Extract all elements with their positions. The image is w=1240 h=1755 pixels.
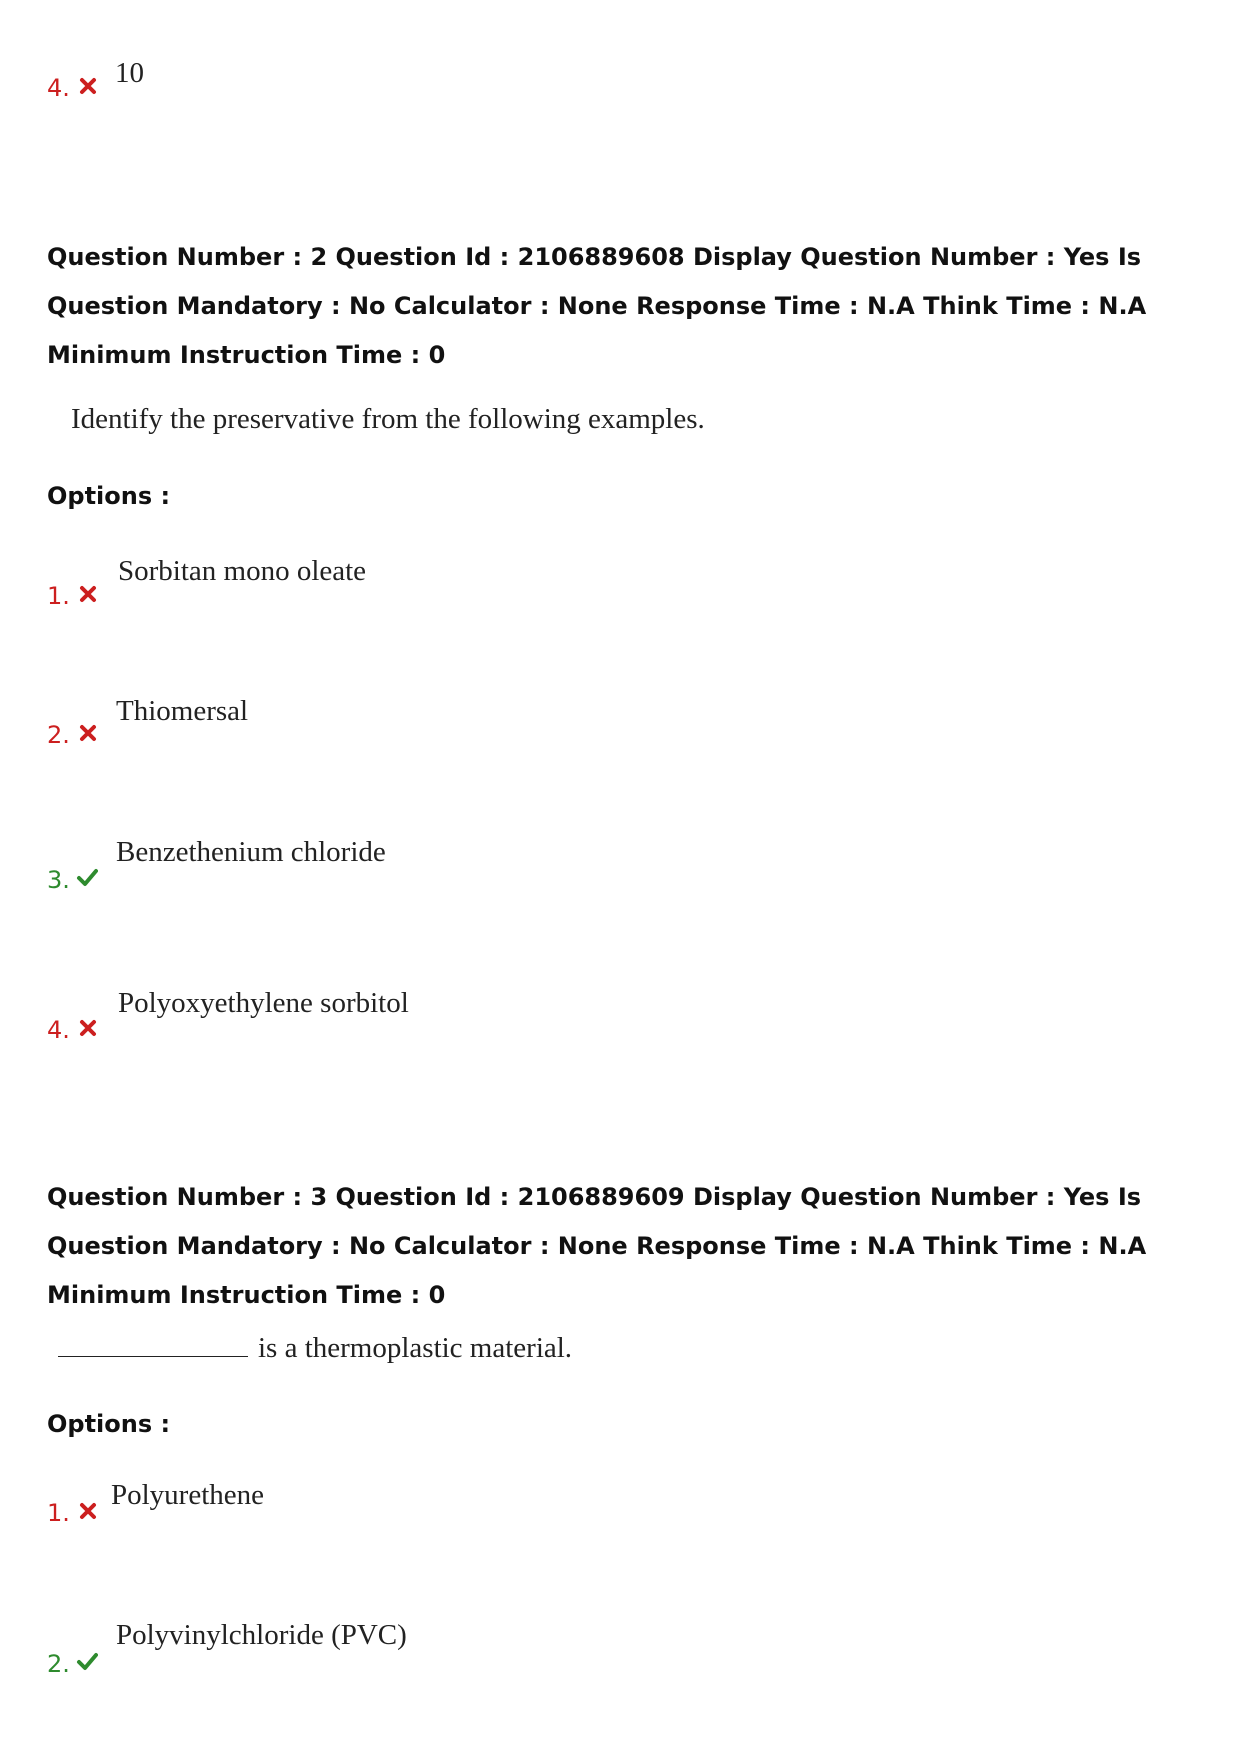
q2-option-3-text: Benzethenium chloride bbox=[116, 836, 386, 868]
fill-in-blank bbox=[58, 1334, 248, 1357]
question-3-text: is a thermoplastic material. bbox=[258, 1332, 573, 1364]
q2-option-2-text: Thiomersal bbox=[116, 695, 249, 727]
q2-option-1-text: Sorbitan mono oleate bbox=[118, 555, 367, 587]
q3-option-2-text: Polyvinylchloride (PVC) bbox=[116, 1619, 407, 1651]
q2-option-3-number: 3. bbox=[47, 866, 70, 894]
prev-option-4-number: 4. bbox=[47, 74, 70, 102]
q2-option-2-number: 2. bbox=[47, 721, 70, 749]
question-3-meta: Question Number : 3 Question Id : 2106889609 Display Question Number : Yes Is Question Mandatory : No Calculator : None Response Time : N.A Think Time : N.A Minimum Instruction Time : 0 bbox=[47, 1183, 1147, 1309]
question-2-options-label: Options : bbox=[47, 482, 171, 510]
question-3-line bbox=[58, 1332, 572, 1365]
q3-option-1-text: Polyurethene bbox=[111, 1479, 265, 1511]
question-3-options-label: Options : bbox=[47, 1410, 171, 1438]
cross-icon bbox=[77, 75, 99, 97]
q2-option-4-number: 4. bbox=[47, 1016, 70, 1044]
question-2-meta: Question Number : 2 Question Id : 2106889608 Display Question Number : Yes Is Question Mandatory : No Calculator : None Response Time : N.A Think Time : N.A Minimum Instruction Time : 0 bbox=[47, 243, 1147, 369]
q2-option-4-text: Polyoxyethylene sorbitol bbox=[118, 987, 409, 1019]
cross-icon bbox=[77, 722, 99, 744]
check-icon bbox=[76, 1650, 98, 1672]
q3-option-2-number: 2. bbox=[47, 1650, 70, 1678]
cross-icon bbox=[77, 1017, 99, 1039]
check-icon bbox=[76, 866, 98, 888]
cross-icon bbox=[77, 1500, 99, 1522]
q3-option-1-number: 1. bbox=[47, 1499, 70, 1527]
prev-option-4-text: 10 bbox=[115, 57, 144, 89]
cross-icon bbox=[77, 583, 99, 605]
question-2-text: Identify the preservative from the following examples. bbox=[71, 403, 705, 435]
q2-option-1-number: 1. bbox=[47, 582, 70, 610]
